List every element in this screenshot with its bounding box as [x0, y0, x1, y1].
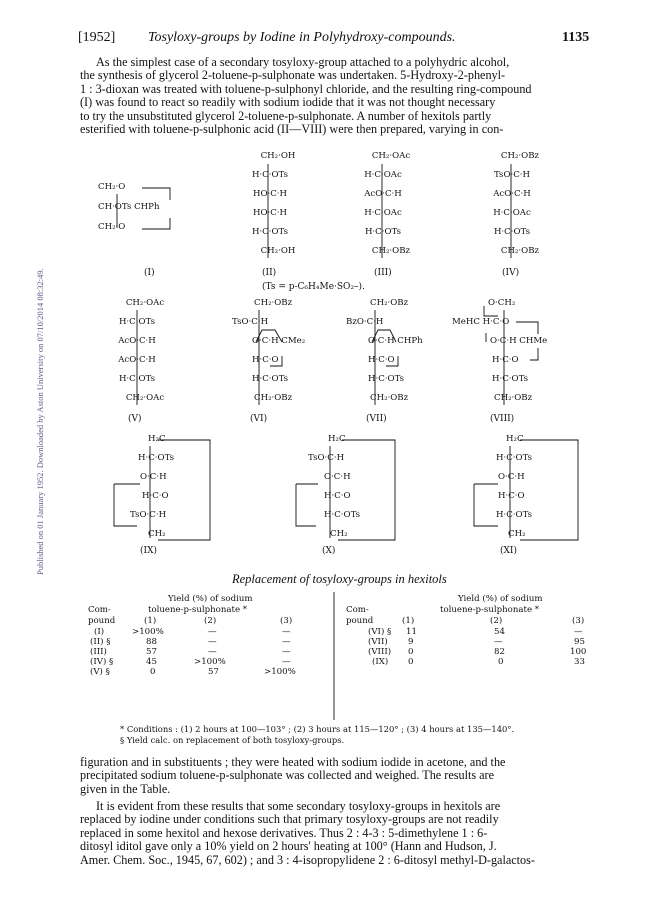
table-group-header: toluene-p-sulphonate * — [148, 605, 248, 615]
formula-line: H·C·OTs — [368, 374, 405, 384]
formula-line: CH·OTs CHPh — [98, 202, 160, 212]
page-number: 1135 — [562, 30, 590, 45]
structure-IX — [128, 434, 208, 540]
table-cell: 95 — [574, 637, 585, 647]
header-title: Tosyloxy-groups by Iodine in Polyhydroxy-compounds. — [148, 30, 456, 45]
table-compound-header: pound — [88, 616, 116, 626]
text-line: to try the unsubstituted glycerol 2-toluene-p-sulphonate. A number of hexitols partly — [80, 108, 492, 123]
table-left — [88, 594, 328, 677]
formula-line: H·C·OTs — [251, 227, 289, 237]
formula-line: H·C·O — [142, 491, 169, 501]
formula-line: TsO·C·H — [308, 453, 345, 463]
table-compound-header: Com- — [88, 605, 111, 615]
text-line: esterified with toluene-p-sulphonic acid (II—VIII) were then prepared, varying in con- — [80, 122, 504, 137]
table-cell: (I) — [94, 627, 105, 637]
table-cell: 11 — [406, 627, 417, 637]
table-cell: >100% — [194, 657, 226, 667]
formula-line: TsO·C·H — [232, 317, 269, 327]
structure-XI — [482, 434, 572, 540]
table-cell: — — [494, 637, 503, 647]
structure-label: (VII) — [366, 414, 387, 424]
formula-line: H·C·OTs — [496, 453, 533, 463]
table-cell: (VII) — [368, 637, 388, 647]
formula-line: H·C·OTs — [118, 317, 156, 327]
structure-II — [240, 151, 300, 257]
formula-line: CH₂·OH — [260, 246, 296, 256]
formula-line: H·C·O — [368, 355, 395, 365]
formula-line: H·C·OAc — [364, 170, 402, 180]
structure-label: (II) — [262, 268, 277, 278]
formula-line: CH₂·OH — [260, 151, 296, 161]
text-line: ditosyl iditol gave only a 10% yield on 2 hours' heating at 100° (Hann and Hudson, J. — [80, 839, 497, 854]
table-cell: (V) § — [90, 667, 110, 677]
formula-line: CH₂·OBz — [254, 298, 293, 308]
formula-line: H·C·OTs — [138, 453, 175, 463]
table-cell: — — [282, 647, 291, 657]
formula-line: CH₂·OBz — [371, 246, 411, 256]
structure-label: (VIII) — [490, 414, 515, 424]
formula-line: CH₂·OBz — [254, 393, 293, 403]
table-group-header: Yield (%) of sodium — [168, 594, 253, 604]
table-cell: — — [208, 627, 217, 637]
table-cell: (III) — [90, 647, 107, 657]
formula-line: AcO·C·H — [364, 189, 402, 199]
formula-line: O·C·H CHMe — [490, 336, 548, 346]
formula-line: CH₂·OBz — [500, 151, 540, 161]
formula-line: H₂C — [148, 434, 166, 444]
formula-line: CH₂ — [508, 529, 526, 539]
formula-line: HO·C·H — [252, 189, 288, 199]
formula-line: CH₂·OBz — [500, 246, 540, 256]
table-cell: >100% — [264, 667, 296, 677]
table-cell: (VI) § — [368, 627, 392, 637]
formula-line: CH₂·OAc — [371, 151, 411, 161]
formula-line: O·C·H — [140, 472, 167, 482]
structure-label: (IV) — [502, 268, 520, 278]
formula-line: H·C·OTs — [493, 227, 531, 237]
formula-line: O·C·H CMe₂ — [252, 336, 306, 346]
table-cell: 57 — [208, 667, 219, 677]
table-col-header: (3) — [572, 616, 585, 626]
table-cell: — — [282, 657, 291, 667]
text-line: replaced in some hexitol and hexose derivatives. Thus 2 : 4-3 : 5-dimethylene 1 : 6- — [80, 825, 488, 840]
table-cell: 88 — [146, 637, 157, 647]
text-line: Amer. Chem. Soc., 1945, 67, 602) ; and 3 : 4-isopropylidene 2 : 6-ditosyl methyl-D-galactos- — [80, 852, 535, 867]
formula-line: CH₂·OBz — [370, 393, 409, 403]
formula-line: H·C·OAc — [493, 208, 531, 218]
structure-label: (III) — [374, 268, 392, 278]
structure-label: (XI) — [500, 546, 517, 556]
table-row — [88, 637, 328, 647]
formula-line: H·C·OTs — [251, 170, 289, 180]
tosyl-definition: (Ts = p-C₆H₄Me·SO₂–). — [262, 282, 365, 292]
body-paragraph — [80, 756, 600, 796]
formula-line: H₂C — [328, 434, 346, 444]
formula-line: O·C·H — [324, 472, 351, 482]
table-cell: (VIII) — [368, 647, 392, 657]
text-line: 1 : 3-dioxan was treated with toluene-p-sulphonyl chloride, and the resulting ring-compound — [80, 81, 532, 96]
table-cell: (IV) § — [90, 657, 114, 667]
table-compound-header: Com- — [346, 605, 369, 615]
table-row — [346, 657, 596, 667]
download-note: Published on 01 January 1952. Downloaded by Aston University on 07/10/2014 08:32:49. — [35, 268, 45, 575]
structure-I — [98, 182, 159, 233]
table-row — [346, 627, 596, 637]
table-row — [88, 627, 328, 637]
text-line: As the simplest case of a secondary tosyloxy-group attached to a polyhydric alcohol, — [96, 55, 510, 69]
formula-line: HO·C·H — [252, 208, 288, 218]
table-cell: 45 — [146, 657, 157, 667]
table-group-header: Yield (%) of sodium — [458, 594, 543, 604]
formula-line: H·C·OTs — [252, 374, 289, 384]
formula-line: CH₂ — [148, 529, 166, 539]
table-cell: (II) § — [90, 637, 111, 647]
formula-line: H·C·O — [252, 355, 279, 365]
table-caption: Replacement of tosyloxy-groups in hexitols — [232, 572, 447, 586]
table-col-header: (1) — [402, 616, 415, 626]
formula-line: H·C·OAc — [364, 208, 402, 218]
formula-line: O·C·H CHPh — [368, 336, 423, 346]
table-cell: 33 — [574, 657, 585, 667]
table-footnote: § Yield calc. on replacement of both tosyloxy-groups. — [120, 735, 345, 745]
formula-line: H·C·O — [324, 491, 351, 501]
structure-X — [300, 434, 390, 540]
table-cell: 57 — [146, 647, 157, 657]
table-row — [88, 647, 328, 657]
table-row — [346, 637, 596, 647]
formula-line: H·C·OTs — [492, 374, 529, 384]
table-cell: 0 — [408, 657, 414, 667]
text-line: replaced by iodine under conditions such that primary tosyloxy-groups are not readily — [80, 812, 499, 827]
table-cell: — — [208, 647, 217, 657]
table-cell: 82 — [494, 647, 505, 657]
formula-line: O·C·H — [498, 472, 525, 482]
structure-label: (X) — [322, 546, 336, 556]
table-group-header: toluene-p-sulphonate * — [440, 605, 540, 615]
table-cell: — — [208, 637, 217, 647]
formula-line: TsO·C·H — [493, 170, 531, 180]
header-year: [1952] — [78, 30, 116, 45]
structure-VII — [342, 298, 452, 404]
structure-label: (I) — [144, 268, 155, 278]
table-row — [88, 657, 328, 667]
table-col-header: (2) — [490, 616, 503, 626]
text-line: precipitated sodium toluene-p-sulphonate was collected and weighed. The results are — [80, 768, 495, 783]
formula-line: H·C·OTs — [324, 510, 361, 520]
formula-line: H₂C — [506, 434, 524, 444]
formula-line: H·C·OTs — [496, 510, 533, 520]
table-footnote: * Conditions : (1) 2 hours at 100—103° ; (2) 3 hours at 115—120° ; (3) 4 hours at 135—140°. — [120, 724, 515, 734]
body-paragraph-2 — [80, 800, 600, 867]
text-line: figuration and in substituents ; they were heated with sodium iodide in acetone, and the — [80, 755, 506, 769]
formula-line: CH₂ — [330, 529, 348, 539]
formula-line: CH₂·OBz — [370, 298, 409, 308]
formula-line: AcO·C·H — [118, 336, 156, 346]
table-compound-header: pound — [346, 616, 374, 626]
table-col-header: (3) — [280, 616, 293, 626]
text-line: It is evident from these results that some secondary tosyloxy-groups in hexitols are — [96, 799, 501, 813]
formula-line: CH₂·OAc — [125, 298, 165, 308]
structure-label: (V) — [128, 414, 142, 424]
formula-line: BzO·C·H — [346, 317, 384, 327]
structure-III — [352, 151, 414, 257]
table-row — [88, 667, 328, 677]
table-cell: 0 — [150, 667, 156, 677]
formula-line: AcO·C·H — [118, 355, 156, 365]
text-line: (I) was found to react so readily with sodium iodide that it was not thought necessary — [80, 95, 496, 110]
formula-line: TsO·C·H — [130, 510, 167, 520]
formula-line: H·C·OTs — [118, 374, 156, 384]
formula-line: CH₂·O — [98, 222, 126, 232]
formula-line: H·C·O — [492, 355, 519, 365]
table-cell: 100 — [570, 647, 587, 657]
formula-line: O·CH₂ — [488, 298, 516, 308]
table-cell: — — [282, 627, 291, 637]
table-row — [346, 647, 596, 657]
formula-line: AcO·C·H — [493, 189, 531, 199]
formula-line: H·C·OTs — [364, 227, 402, 237]
structure-label: (IX) — [140, 546, 157, 556]
formula-line: CH₂·O — [98, 182, 126, 192]
table-cell: 54 — [494, 627, 505, 637]
text-line: the synthesis of glycerol 2-toluene-p-sulphonate was undertaken. 5-Hydroxy-2-phenyl- — [80, 68, 506, 83]
table-col-header: (1) — [144, 616, 157, 626]
formula-line: H·C·O — [498, 491, 525, 501]
table-col-header: (2) — [204, 616, 217, 626]
table-cell: — — [282, 637, 291, 647]
text-line: given in the Table. — [80, 781, 171, 796]
formula-line: MeHC H·C·O — [452, 317, 510, 327]
structure-IV — [481, 151, 543, 257]
structure-VI — [226, 298, 326, 404]
table-right — [346, 594, 596, 667]
table-cell: 9 — [408, 637, 414, 647]
structure-V — [106, 298, 168, 404]
table-cell: 0 — [498, 657, 504, 667]
table-cell: — — [574, 627, 583, 637]
structure-VIII — [448, 298, 578, 404]
structure-label: (VI) — [250, 414, 268, 424]
table-cell: 0 — [408, 647, 414, 657]
table-cell: (IX) — [372, 657, 389, 667]
formula-line: CH₂·OAc — [125, 393, 165, 403]
table-cell: >100% — [132, 627, 164, 637]
formula-line: CH₂·OBz — [494, 393, 533, 403]
